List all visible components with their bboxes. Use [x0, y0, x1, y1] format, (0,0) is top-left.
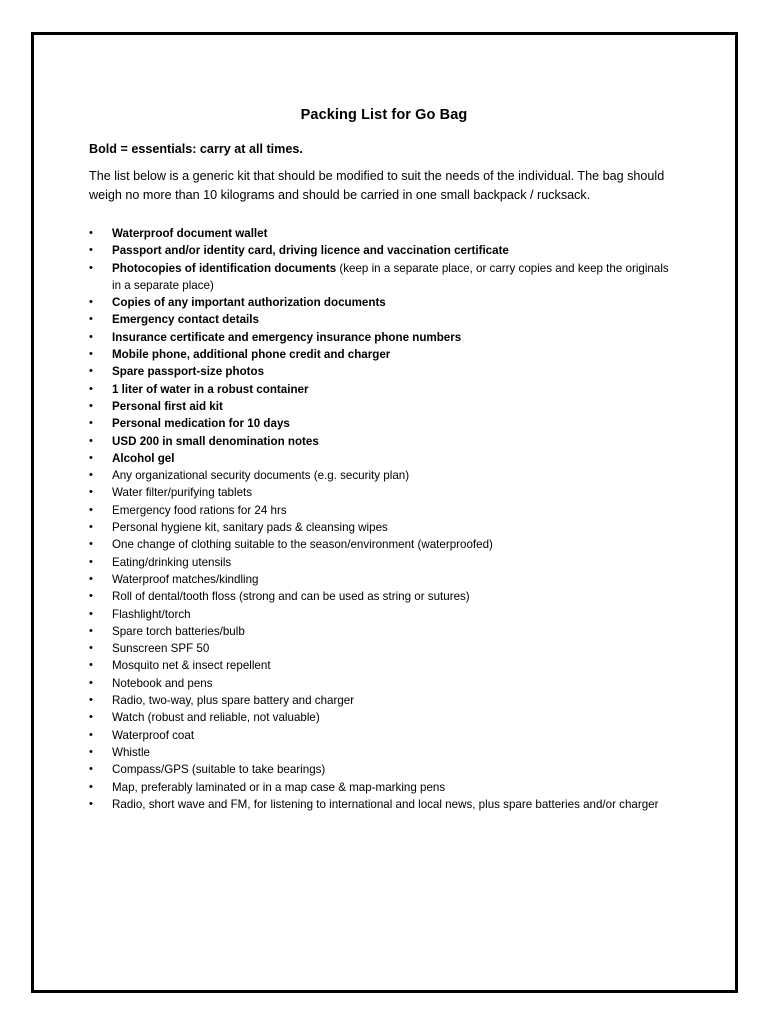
document-page [31, 32, 738, 993]
bullet-icon: • [89, 296, 93, 309]
list-item [89, 536, 679, 553]
bullet-icon: • [89, 469, 93, 482]
essential-item-text: Copies of any important authorization documents [112, 296, 386, 310]
item-text: Radio, two-way, plus spare battery and charger [112, 694, 355, 708]
list-item [89, 294, 679, 311]
list-item [89, 675, 679, 692]
item-text: Compass/GPS (suitable to take bearings) [112, 763, 326, 777]
bullet-icon: • [89, 261, 93, 274]
list-item [89, 761, 679, 778]
item-text: Sunscreen SPF 50 [112, 642, 210, 656]
bullet-icon: • [89, 763, 93, 776]
page-title: Packing List for Go Bag [300, 107, 468, 123]
list-item [89, 225, 679, 242]
item-text: Emergency food rations for 24 hrs [112, 503, 287, 517]
item-text: Waterproof coat [112, 728, 195, 742]
bullet-icon: • [89, 503, 93, 516]
essential-item-text: Emergency contact details [112, 313, 259, 327]
bullet-icon: • [89, 642, 93, 655]
bullet-icon: • [89, 780, 93, 793]
item-text: Map, preferably laminated or in a map case & map-marking pens [112, 780, 446, 794]
list-item [89, 744, 679, 761]
bullet-icon: • [89, 365, 93, 378]
bullet-icon: • [89, 590, 93, 603]
bullet-icon: • [89, 227, 93, 239]
item-text: Radio, short wave and FM, for listening to international and local news, plus spare batteries and/or charger [112, 797, 659, 811]
bullet-icon: • [89, 624, 93, 637]
essential-item-text: Passport and/or identity card, driving licence and vaccination certificate [112, 244, 509, 258]
bullet-icon: • [89, 676, 93, 689]
list-item [89, 242, 679, 259]
list-item [89, 502, 679, 519]
list-item [89, 779, 679, 796]
essential-item-text: Spare passport-size photos [112, 365, 265, 379]
item-text: Roll of dental/tooth floss (strong and can be used as string or sutures) [112, 590, 470, 604]
bold-legend: Bold = essentials: carry at all times. [89, 142, 303, 156]
bullet-icon: • [89, 313, 93, 326]
bullet-icon: • [89, 399, 93, 412]
bullet-icon: • [89, 555, 93, 568]
essential-item-text: Insurance certificate and emergency insurance phone numbers [112, 330, 462, 344]
bullet-icon: • [89, 330, 93, 343]
bullet-icon: • [89, 348, 93, 361]
list-item [89, 346, 679, 363]
bullet-icon: • [89, 711, 93, 724]
essential-item-text: 1 liter of water in a robust container [112, 382, 309, 396]
list-item [89, 484, 679, 501]
bullet-icon: • [89, 797, 93, 810]
bullet-icon: • [89, 486, 93, 499]
essential-item-text: Mobile phone, additional phone credit and charger [112, 348, 391, 362]
list-item [89, 519, 679, 536]
bullet-icon: • [89, 244, 93, 257]
list-item [89, 363, 679, 380]
item-text: Mosquito net & insect repellent [112, 659, 271, 673]
item-text: One change of clothing suitable to the season/environment (waterproofed) [112, 538, 493, 552]
document-content [89, 107, 679, 813]
list-item [89, 606, 679, 623]
list-item [89, 796, 679, 813]
list-item [89, 450, 679, 467]
item-text: Flashlight/torch [112, 607, 191, 621]
list-item [89, 657, 679, 674]
list-item [89, 588, 679, 605]
item-text: Water filter/purifying tablets [112, 486, 253, 500]
item-text: Watch (robust and reliable, not valuable) [112, 711, 320, 725]
bullet-icon: • [89, 745, 93, 758]
bullet-icon: • [89, 728, 93, 741]
bullet-icon: • [89, 434, 93, 447]
list-item [89, 433, 679, 450]
list-item [89, 709, 679, 726]
list-item [89, 692, 679, 709]
list-item [89, 623, 679, 640]
essential-item-text: Waterproof document wallet [112, 227, 268, 240]
list-item [89, 398, 679, 415]
list-item [89, 554, 679, 571]
item-text: Spare torch batteries/bulb [112, 624, 245, 638]
bullet-icon: • [89, 521, 93, 534]
item-text: Waterproof matches/kindling [112, 572, 259, 586]
packing-list [89, 225, 679, 813]
list-item [89, 467, 679, 484]
essential-item-text: Photocopies of identification documents [112, 261, 337, 275]
essential-item-text: USD 200 in small denomination notes [112, 434, 319, 448]
item-text: Eating/drinking utensils [112, 555, 232, 569]
bullet-icon: • [89, 538, 93, 551]
essential-item-text: Personal first aid kit [112, 399, 223, 413]
item-text: Personal hygiene kit, sanitary pads & cleansing wipes [112, 521, 388, 535]
list-item [89, 329, 679, 346]
item-text: Whistle [112, 745, 151, 759]
list-item [89, 640, 679, 657]
list-item [89, 571, 679, 588]
bullet-icon: • [89, 451, 93, 464]
bullet-icon: • [89, 607, 93, 620]
intro-paragraph: The list below is a generic kit that should be modified to suit the needs of the individual. The bag should weigh no more than 10 kilograms and should be carried in one small backpack / rucksack. [89, 169, 665, 202]
bullet-icon: • [89, 659, 93, 672]
bullet-icon: • [89, 382, 93, 395]
essential-item-text: Personal medication for 10 days [112, 417, 290, 431]
list-item [89, 381, 679, 398]
essential-item-text: Alcohol gel [112, 451, 175, 465]
list-item [89, 260, 679, 295]
item-text: Any organizational security documents (e.g. security plan) [112, 469, 410, 483]
item-text: Notebook and pens [112, 676, 213, 690]
item-text: (keep in a separate place, or carry copies and keep the originals in a separate place) [112, 261, 669, 292]
list-item [89, 415, 679, 432]
bullet-icon: • [89, 417, 93, 430]
list-item [89, 727, 679, 744]
bullet-icon: • [89, 572, 93, 585]
bullet-icon: • [89, 694, 93, 707]
list-item [89, 311, 679, 328]
